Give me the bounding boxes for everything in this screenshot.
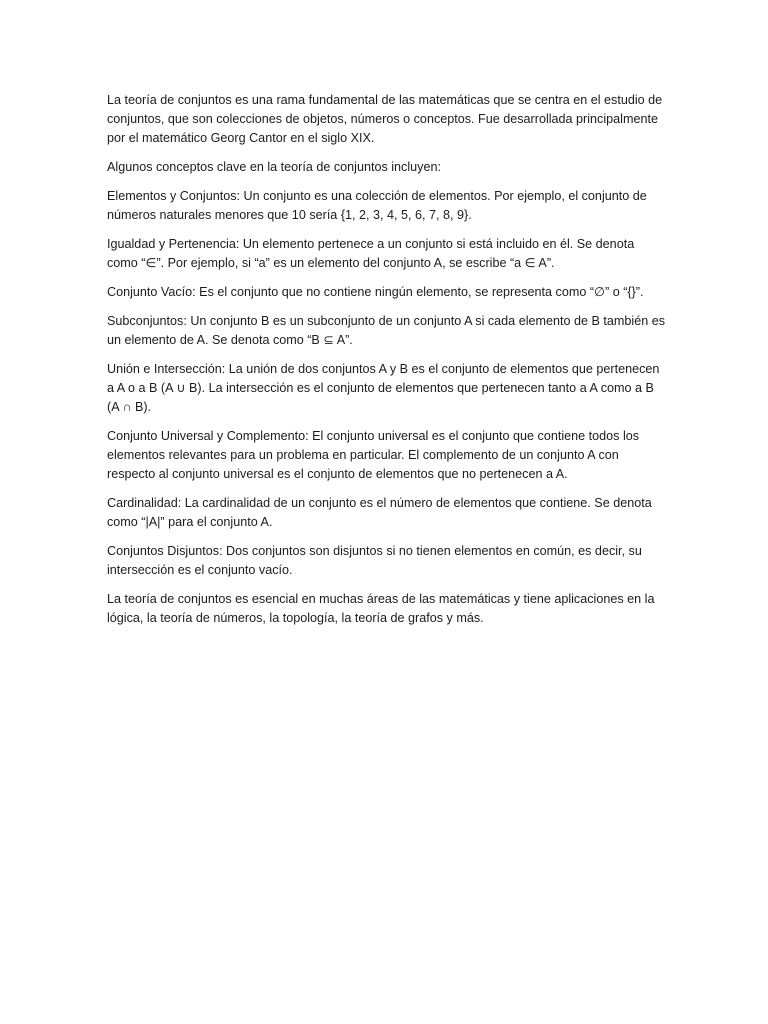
paragraph-membership: Igualdad y Pertenencia: Un elemento pertenece a un conjunto si está incluido en él. Se denota como “∈”. Por ejemplo, si “a” es un elemento del conjunto A, se escribe “a ∈ A”. [107, 237, 635, 270]
paragraph-disjoint-sets: Conjuntos Disjuntos: Dos conjuntos son disjuntos si no tienen elementos en común, es decir, su intersección es el conjunto vacío. [107, 544, 642, 577]
paragraph-elements-sets: Elementos y Conjuntos: Un conjunto es una colección de elementos. Por ejemplo, el conjunto de números naturales menores que 10 sería {1, 2, 3, 4, 5, 6, 7, 8, 9}. [107, 189, 647, 222]
paragraph-conclusion: La teoría de conjuntos es esencial en muchas áreas de las matemáticas y tiene aplicaciones en la lógica, la teoría de números, la topología, la teoría de grafos y más. [107, 592, 655, 625]
paragraph-intro: La teoría de conjuntos es una rama fundamental de las matemáticas que se centra en el estudio de conjuntos, que son colecciones de objetos, números o conceptos. Fue desarrollada principalmente por el matemático Georg Cantor en el siglo XIX. [107, 93, 663, 145]
document-body [107, 91, 667, 638]
paragraph-union-intersection: Unión e Intersección: La unión de dos conjuntos A y B es el conjunto de elementos que pertenecen a A o a B (A ∪ B). La intersección es el conjunto de elementos que pertenecen tanto a A como a B (A ∩ B). [107, 362, 660, 414]
paragraph-universal-complement: Conjunto Universal y Complemento: El conjunto universal es el conjunto que contiene todos los elementos relevantes para un problema en particular. El complemento de un conjunto A con respecto al conjunto universal es el conjunto de elementos que no pertenecen a A. [107, 429, 640, 481]
paragraph-cardinality: Cardinalidad: La cardinalidad de un conjunto es el número de elementos que contiene. Se denota como “|A|” para el conjunto A. [107, 496, 652, 529]
paragraph-empty-set: Conjunto Vacío: Es el conjunto que no contiene ningún elemento, se representa como “∅” o “{}”. [107, 285, 644, 299]
paragraph-key-concepts: Algunos conceptos clave en la teoría de conjuntos incluyen: [107, 160, 441, 174]
paragraph-subsets: Subconjuntos: Un conjunto B es un subconjunto de un conjunto A si cada elemento de B también es un elemento de A. Se denota como “B ⊆ A”. [107, 314, 666, 347]
